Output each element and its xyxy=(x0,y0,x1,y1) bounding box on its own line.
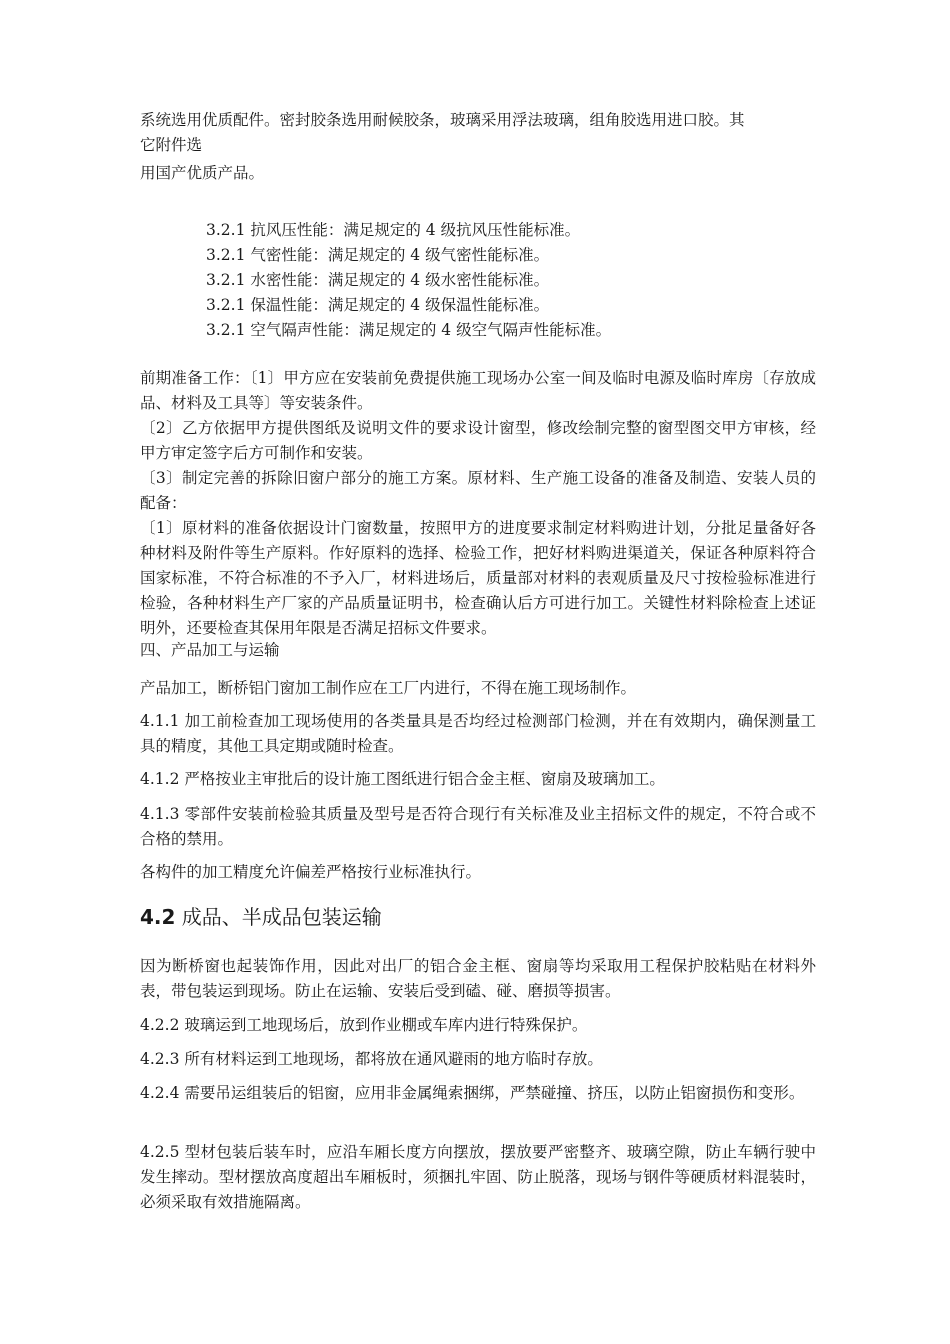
performance-water-tightness: 3.2.1 水密性能：满足规定的 4 级水密性能标准。 xyxy=(206,271,550,289)
packaging-4-2-3: 4.2.3 所有材料运到工地现场，都将放在通风避雨的地方临时存放。 xyxy=(140,1050,603,1068)
heading-4-2-title: 成品、半成品包装运输 xyxy=(175,905,382,929)
performance-sound-insulation: 3.2.1 空气隔声性能：满足规定的 4 级空气隔声性能标准。 xyxy=(206,321,612,339)
intro-line-2: 它附件选 xyxy=(140,136,203,154)
section-heading-4: 四、产品加工与运输 xyxy=(140,641,280,659)
performance-wind-pressure: 3.2.1 抗风压性能：满足规定的 4 级抗风压性能标准。 xyxy=(206,221,581,239)
packaging-intro: 因为断桥窗也起装饰作用，因此对出厂的铝合金主框、窗扇等均采取用工程保护胶粘贴在材料外表，带包装运到现场。防止在运输、安装后受到磕、碰、磨损等损害。 xyxy=(140,957,816,1000)
processing-4-1-1: 4.1.1 加工前检查加工现场使用的各类量具是否均经过检测部门检测，并在有效期内，确保测量工具的精度，其他工具定期或随时检查。 xyxy=(140,712,816,755)
intro-line-1: 系统选用优质配件。密封胶条选用耐候胶条，玻璃采用浮法玻璃，组角胶选用进口胶。其 xyxy=(140,111,745,129)
intro-line-3: 用国产优质产品。 xyxy=(140,164,265,182)
packaging-4-2-5: 4.2.5 型材包装后装车时，应沿车厢长度方向摆放，摆放要严密整齐、玻璃空隙，防止车辆行驶中发生摔动。型材摆放高度超出车厢板时，须捆扎牢固、防止脱落，现场与钢件等硬质材料混装时，必须采取有效措施隔离。 xyxy=(140,1143,816,1211)
packaging-4-2-2: 4.2.2 玻璃运到工地现场后，放到作业棚或车库内进行特殊保护。 xyxy=(140,1016,588,1034)
heading-4-2 xyxy=(140,902,382,932)
processing-4-1-2: 4.1.2 严格按业主审批后的设计施工图纸进行铝合金主框、窗扇及玻璃加工。 xyxy=(140,770,665,788)
processing-intro: 产品加工，断桥铝门窗加工制作应在工厂内进行，不得在施工现场制作。 xyxy=(140,679,637,697)
processing-tolerance: 各构件的加工精度允许偏差严格按行业标准执行。 xyxy=(140,863,482,881)
packaging-4-2-4: 4.2.4 需要吊运组装后的铝窗，应用非金属绳索捆绑，严禁碰撞、挤压，以防止铝窗损伤和变形。 xyxy=(140,1084,805,1102)
prep-paragraph-2: 〔2〕乙方依据甲方提供图纸及说明文件的要求设计窗型，修改绘制完整的窗型图交甲方审核，经甲方审定签字后方可制作和安装。 xyxy=(140,419,816,462)
prep-paragraph-3: 〔3〕制定完善的拆除旧窗户部分的施工方案。原材料、生产施工设备的准备及制造、安装人员的配备： xyxy=(140,469,816,512)
performance-air-tightness: 3.2.1 气密性能：满足规定的 4 级气密性能标准。 xyxy=(206,246,550,264)
performance-insulation: 3.2.1 保温性能：满足规定的 4 级保温性能标准。 xyxy=(206,296,550,314)
heading-4-2-number: 4.2 xyxy=(140,905,176,929)
processing-4-1-3: 4.1.3 零部件安装前检验其质量及型号是否符合现行有关标准及业主招标文件的规定，不符合或不合格的禁用。 xyxy=(140,805,816,848)
prep-paragraph-1: 前期准备工作：〔1〕甲方应在安装前免费提供施工现场办公室一间及临时电源及临时库房〔存放成品、材料及工具等〕等安装条件。 xyxy=(140,369,816,412)
prep-paragraph-4: 〔1〕原材料的准备依据设计门窗数量，按照甲方的进度要求制定材料购进计划，分批足量备好各种材料及附件等生产原料。作好原料的选择、检验工作，把好材料购进渠道关，保证各种原料符合国家标准，不符合标准的不予入厂，材料进场后，质量部对材料的表观质量及尺寸按检验标准进行检验，各种材料生产厂家的产品质量证明书，检查确认后方可进行加工。关键性材料除检查上述证明外，还要检查其保用年限是否满足招标文件要求。 xyxy=(140,519,816,637)
